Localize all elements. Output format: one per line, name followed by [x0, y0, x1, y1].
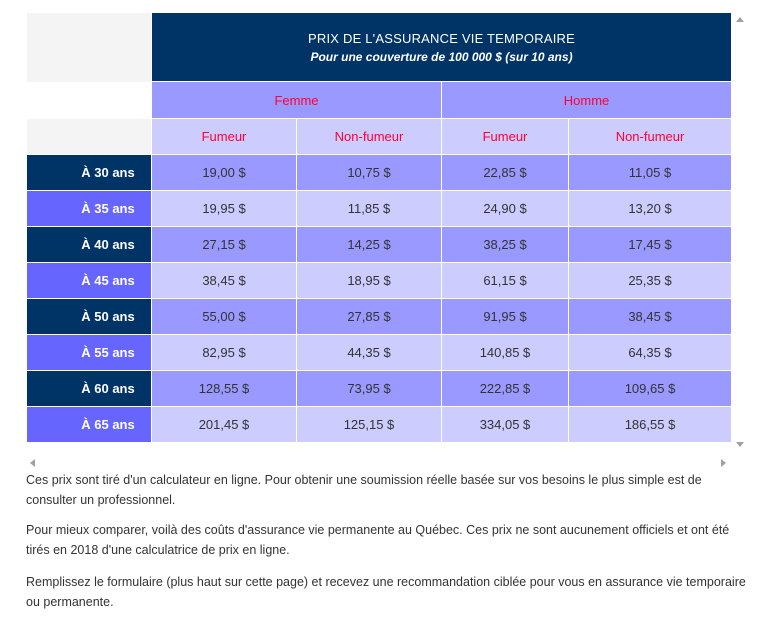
- price-cell: 128,55 $: [152, 371, 297, 407]
- smoker-blank-cell: [27, 119, 152, 155]
- price-cell: 109,65 $: [569, 371, 732, 407]
- table-subtitle: Pour une couverture de 100 000 $ (sur 10 ans): [310, 49, 573, 64]
- price-cell: 11,05 $: [569, 155, 732, 191]
- price-cell: 14,25 $: [297, 227, 442, 263]
- table-row: [27, 227, 732, 263]
- table-title-row: [27, 13, 732, 82]
- age-label-cell: À 30 ans: [27, 155, 152, 191]
- price-cell: 73,95 $: [297, 371, 442, 407]
- price-cell: 19,95 $: [152, 191, 297, 227]
- age-label-cell: À 50 ans: [27, 299, 152, 335]
- age-label-cell: À 35 ans: [27, 191, 152, 227]
- price-cell: 201,45 $: [152, 407, 297, 443]
- price-cell: 140,85 $: [442, 335, 569, 371]
- price-cell: 334,05 $: [442, 407, 569, 443]
- table-title-cell: [152, 13, 732, 82]
- price-cell: 64,35 $: [569, 335, 732, 371]
- price-cell: 61,15 $: [442, 263, 569, 299]
- price-cell: 13,20 $: [569, 191, 732, 227]
- price-cell: 25,35 $: [569, 263, 732, 299]
- gender-blank-cell: [27, 82, 152, 119]
- table-row: [27, 155, 732, 191]
- life-insurance-rates-table: [26, 12, 732, 443]
- scroll-left-arrow-icon[interactable]: [30, 459, 35, 467]
- table-row: [27, 371, 732, 407]
- corner-blank-cell: [27, 13, 152, 82]
- age-label-cell: À 60 ans: [27, 371, 152, 407]
- age-label-cell: À 45 ans: [27, 263, 152, 299]
- table-row: [27, 335, 732, 371]
- table-row: [27, 299, 732, 335]
- table-row: [27, 407, 732, 443]
- price-cell: 11,85 $: [297, 191, 442, 227]
- smoker-header-femme-fumeur: Fumeur: [152, 119, 297, 155]
- gender-header-femme: Femme: [152, 82, 442, 119]
- price-cell: 186,55 $: [569, 407, 732, 443]
- smoker-header-homme-non-fumeur: Non-fumeur: [569, 119, 732, 155]
- age-label-cell: À 55 ans: [27, 335, 152, 371]
- price-cell: 27,85 $: [297, 299, 442, 335]
- price-cell: 17,45 $: [569, 227, 732, 263]
- price-cell: 10,75 $: [297, 155, 442, 191]
- table-scroll-container[interactable]: [26, 12, 747, 472]
- age-label-cell: À 40 ans: [27, 227, 152, 263]
- smoker-header-row: [27, 119, 732, 155]
- price-cell: 24,90 $: [442, 191, 569, 227]
- gender-header-homme: Homme: [442, 82, 732, 119]
- scroll-right-arrow-icon[interactable]: [721, 459, 726, 467]
- age-label-cell: À 65 ans: [27, 407, 152, 443]
- smoker-header-femme-non-fumeur: Non-fumeur: [297, 119, 442, 155]
- disclaimer-paragraph: Ces prix sont tiré d'un calculateur en ligne. Pour obtenir une soumission réelle basée sur vos besoins le plus simple est de consulter un professionnel.: [26, 473, 702, 507]
- price-cell: 55,00 $: [152, 299, 297, 335]
- scroll-down-arrow-icon[interactable]: [736, 442, 744, 447]
- table-row: [27, 263, 732, 299]
- price-cell: 125,15 $: [297, 407, 442, 443]
- table-title: PRIX DE L'ASSURANCE VIE TEMPORAIRE: [308, 30, 575, 46]
- price-cell: 18,95 $: [297, 263, 442, 299]
- price-cell: 22,85 $: [442, 155, 569, 191]
- price-cell: 82,95 $: [152, 335, 297, 371]
- comparison-paragraph: Pour mieux comparer, voilà des coûts d'assurance vie permanente au Québec. Ces prix ne sont aucunement officiels et ont été tirés en 2018 d'une calculatrice de prix en ligne.: [26, 523, 730, 557]
- price-cell: 38,45 $: [152, 263, 297, 299]
- form-cta-paragraph: Remplissez le formulaire (plus haut sur cette page) et recevez une recommandation ciblée pour vous en assurance vie temporaire ou permanente.: [26, 575, 746, 609]
- price-cell: 91,95 $: [442, 299, 569, 335]
- scroll-up-arrow-icon[interactable]: [736, 17, 744, 22]
- price-cell: 222,85 $: [442, 371, 569, 407]
- price-cell: 19,00 $: [152, 155, 297, 191]
- price-cell: 38,25 $: [442, 227, 569, 263]
- gender-header-row: [27, 82, 732, 119]
- smoker-header-homme-fumeur: Fumeur: [442, 119, 569, 155]
- table-row: [27, 191, 732, 227]
- price-cell: 27,15 $: [152, 227, 297, 263]
- price-cell: 44,35 $: [297, 335, 442, 371]
- price-cell: 38,45 $: [569, 299, 732, 335]
